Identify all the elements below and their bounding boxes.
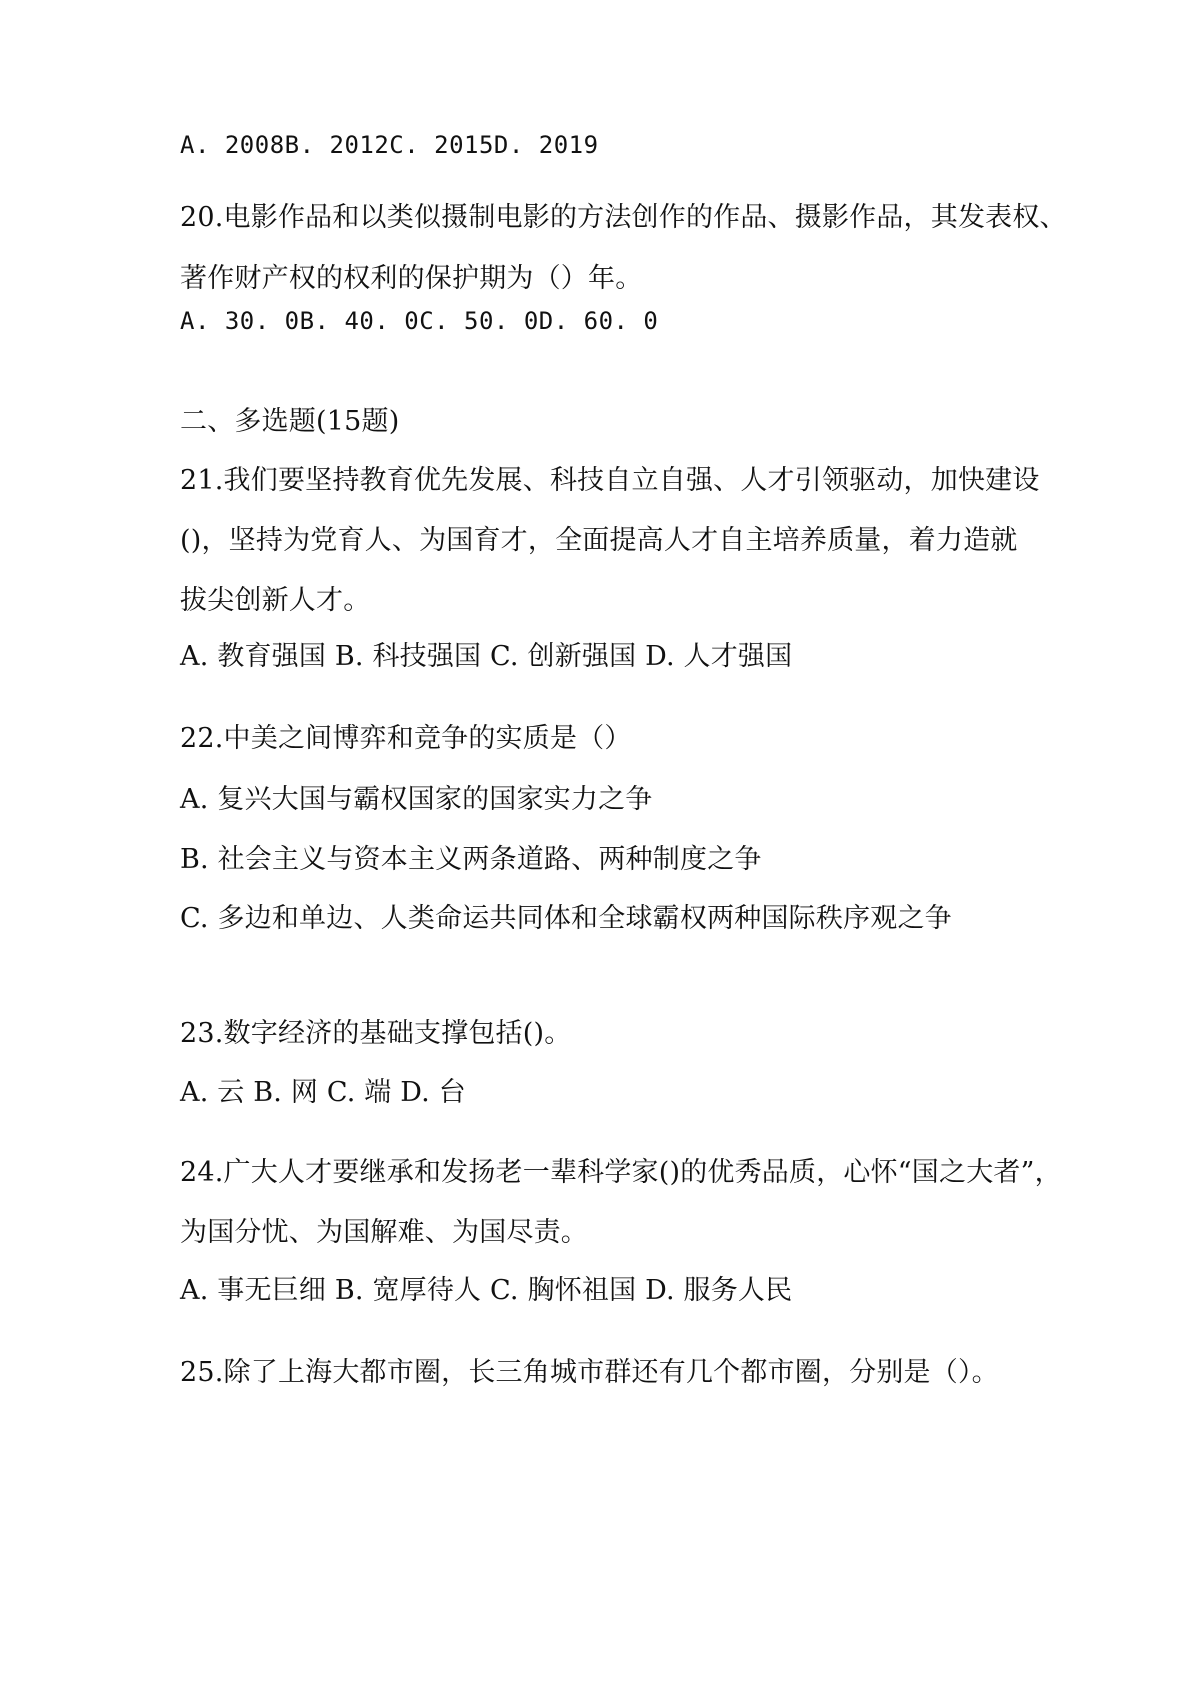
q22-option-c: C. 多边和单边、人类命运共同体和全球霸权两种国际秩序观之争 [180, 903, 952, 934]
q22-option-b: B. 社会主义与资本主义两条道路、两种制度之争 [180, 844, 762, 875]
q23-text: 23.数字经济的基础支撑包括()。 [180, 1018, 572, 1049]
q25-text: 25.除了上海大都市圈，长三角城市群还有几个都市圈，分别是（）。 [180, 1357, 999, 1388]
q22-option-a: A. 复兴大国与霸权国家的国家实力之争 [180, 784, 653, 815]
q24-text-line-2: 为国分忧、为国解难、为国尽责。 [180, 1217, 588, 1248]
section-heading-multiple-choice: 二、多选题(15题) [180, 406, 400, 437]
q21-options: A. 教育强国 B. 科技强国 C. 创新强国 D. 人才强国 [180, 641, 793, 672]
q21-text-line-2: ()，坚持为党育人、为国育才，全面提高人才自主培养质量，着力造就 [180, 525, 1018, 556]
q21-text-line-1: 21.我们要坚持教育优先发展、科技自立自强、人才引领驱动，加快建设 [180, 465, 1040, 496]
q24-text-line-1: 24.广大人才要继承和发扬老一辈科学家()的优秀品质，心怀“国之大者”， [180, 1157, 1062, 1188]
q20-options: A. 30. 0B. 40. 0C. 50. 0D. 60. 0 [180, 307, 659, 335]
q20-text-line-1: 20.电影作品和以类似摄制电影的方法创作的作品、摄影作品，其发表权、 [180, 202, 1067, 233]
q23-options: A. 云 B. 网 C. 端 D. 台 [180, 1077, 466, 1108]
q24-options: A. 事无巨细 B. 宽厚待人 C. 胸怀祖国 D. 服务人民 [180, 1275, 793, 1306]
q21-text-line-3: 拔尖创新人才。 [180, 585, 371, 616]
q22-text: 22.中美之间博弈和竞争的实质是（） [180, 723, 632, 754]
q19-options: A. 2008B. 2012C. 2015D. 2019 [180, 131, 599, 159]
q20-text-line-2: 著作财产权的权利的保护期为（）年。 [180, 263, 643, 294]
